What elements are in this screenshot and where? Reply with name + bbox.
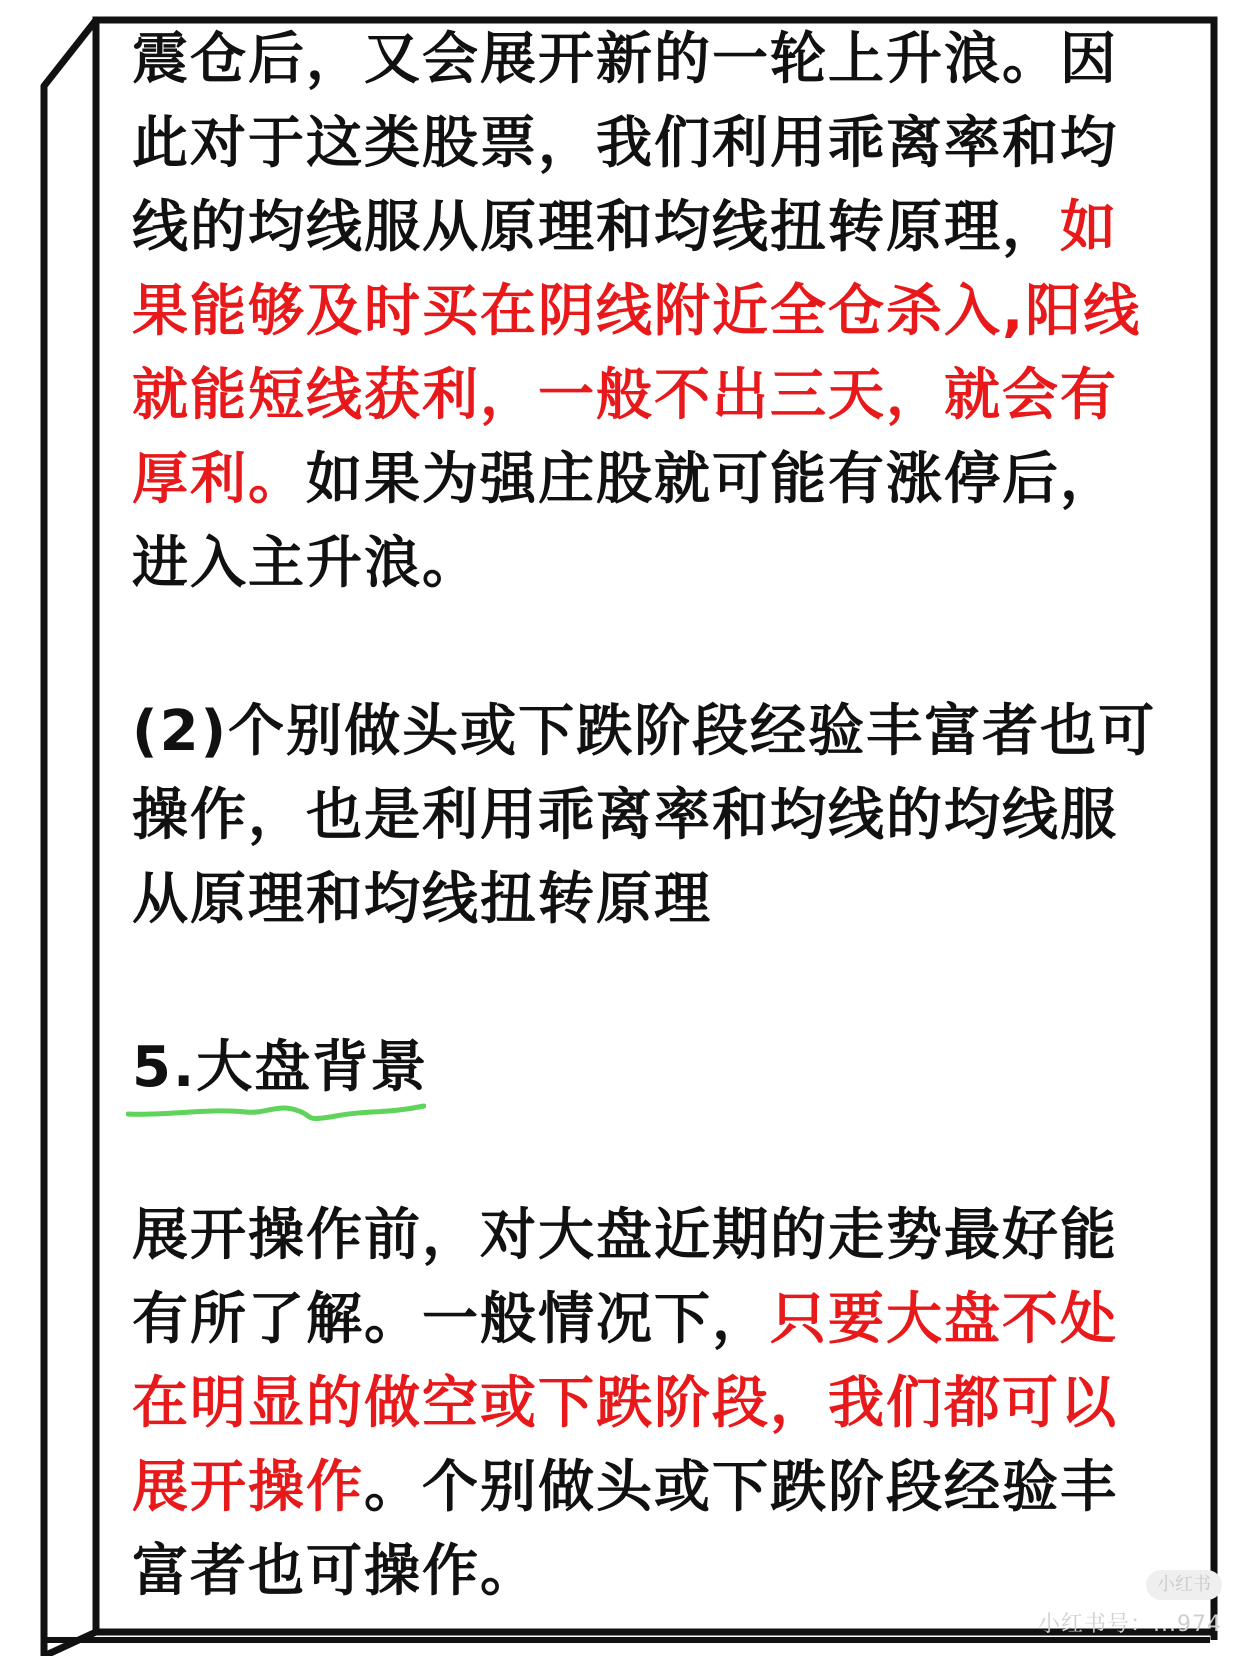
highlight-text: 厚利。 bbox=[132, 447, 306, 512]
text-span: 如果为强庄股就可能有涨停后， bbox=[306, 447, 1118, 512]
text-line: 展开操作前，对大盘近期的走势最好能 bbox=[132, 1203, 1118, 1268]
section-heading bbox=[132, 1026, 428, 1110]
section-heading-row bbox=[132, 1026, 1180, 1110]
text-line bbox=[132, 1446, 1180, 1530]
highlight-text: 展开操作 bbox=[132, 1455, 364, 1520]
section-heading-text: 5.大盘背景 bbox=[132, 1035, 429, 1100]
paragraph-gap bbox=[132, 942, 1180, 1026]
text-span: 有所了解。一般情况下， bbox=[132, 1287, 770, 1352]
text-line: 震仓后，又会展开新的一轮上升浪。因 bbox=[132, 27, 1118, 92]
watermark-text: 小红书号：...974 bbox=[1038, 1612, 1222, 1637]
text-line bbox=[132, 186, 1180, 270]
highlight-line: 就能短线获利，一般不出三天，就会有 bbox=[132, 363, 1118, 428]
text-line: 进入主升浪。 bbox=[132, 531, 480, 596]
highlight-line: 在明显的做空或下跌阶段，我们都可以 bbox=[132, 1371, 1118, 1436]
text-line: 此对于这类股票，我们利用乖离率和均 bbox=[132, 111, 1118, 176]
text-line bbox=[132, 1278, 1180, 1362]
text-line bbox=[132, 438, 1180, 522]
text-line: 操作，也是利用乖离率和均线的均线服 bbox=[132, 783, 1118, 848]
scribble-underline bbox=[126, 1086, 426, 1126]
highlight-line: 果能够及时买在阴线附近全仓杀入,阳线 bbox=[132, 279, 1142, 344]
highlight-text: 如 bbox=[1060, 195, 1118, 260]
highlight-text: 只要大盘不处 bbox=[770, 1287, 1118, 1352]
document-body bbox=[132, 18, 1180, 1614]
text-span: 线的均线服从原理和均线扭转原理， bbox=[132, 195, 1060, 260]
paragraph-gap bbox=[132, 606, 1180, 690]
text-line: 富者也可操作。 bbox=[132, 1539, 538, 1604]
watermark-logo: 小红书 bbox=[1146, 1570, 1222, 1600]
text-line: (2)个别做头或下跌阶段经验丰富者也可 bbox=[132, 699, 1157, 764]
text-line: 从原理和均线扭转原理 bbox=[132, 867, 712, 932]
text-span: 。个别做头或下跌阶段经验丰 bbox=[364, 1455, 1118, 1520]
